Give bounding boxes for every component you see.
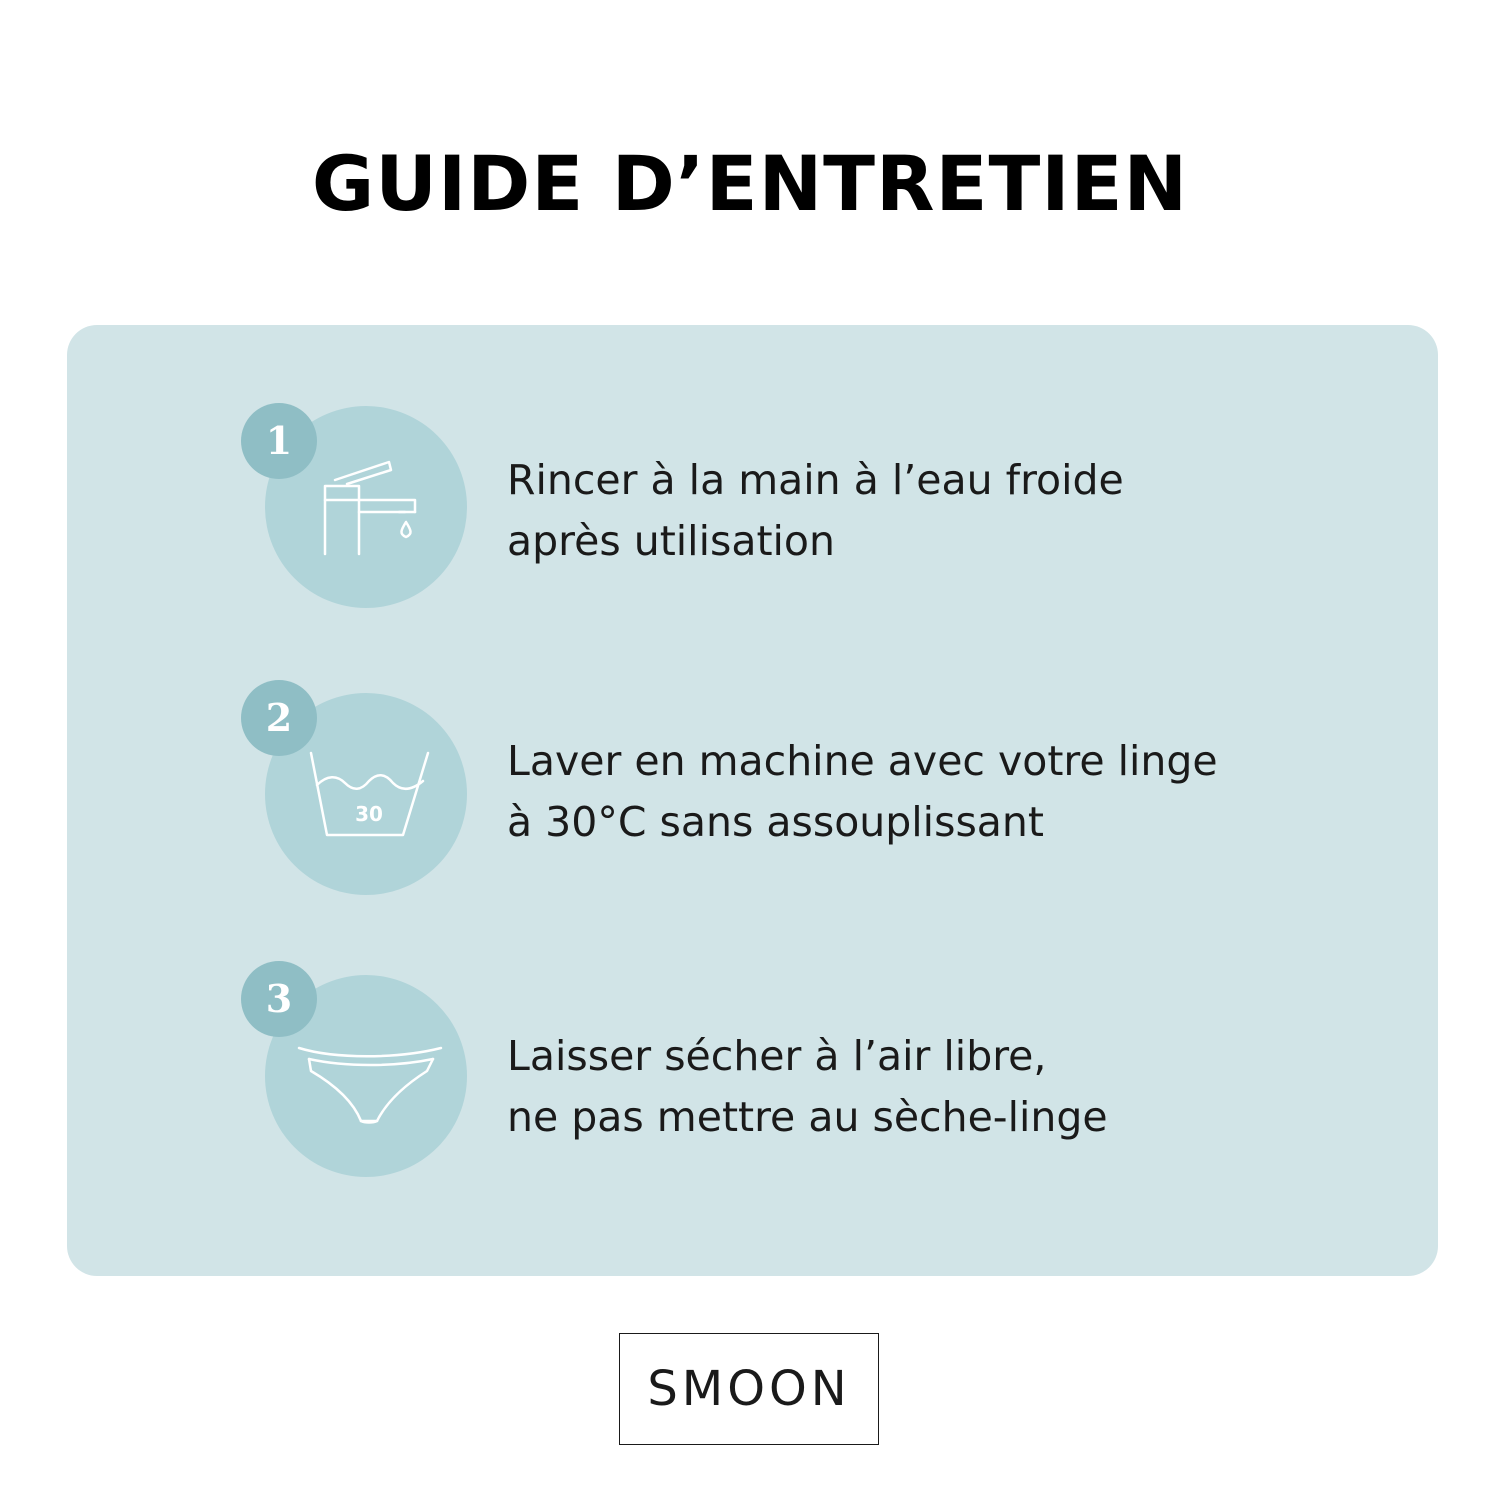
brand-logo xyxy=(619,1333,879,1445)
care-step-1 xyxy=(67,403,1438,613)
step-2-line-2: à 30°C sans assouplissant xyxy=(507,798,1044,846)
step-2-text xyxy=(507,731,1218,853)
step-3-line-2: ne pas mettre au sèche-linge xyxy=(507,1093,1108,1141)
care-step-2 xyxy=(67,680,1438,890)
care-step-3 xyxy=(67,961,1438,1171)
wash-temperature-label: 30 xyxy=(355,802,383,826)
page-title: GUIDE D’ENTRETIEN xyxy=(311,139,1189,228)
step-1-text xyxy=(507,450,1124,572)
step-3-line-1: Laisser sécher à l’air libre, xyxy=(507,1032,1047,1080)
step-3-number-badge: 3 xyxy=(241,961,317,1037)
step-2-line-1: Laver en machine avec votre linge xyxy=(507,737,1218,785)
care-guide-card xyxy=(67,325,1438,1276)
brand-logo-text: SMOON xyxy=(647,1361,851,1417)
step-1-number-badge: 1 xyxy=(241,403,317,479)
step-1-line-2: après utilisation xyxy=(507,517,835,565)
step-2-number-badge: 2 xyxy=(241,680,317,756)
step-1-line-1: Rincer à la main à l’eau froide xyxy=(507,456,1124,504)
step-3-text xyxy=(507,1026,1108,1148)
